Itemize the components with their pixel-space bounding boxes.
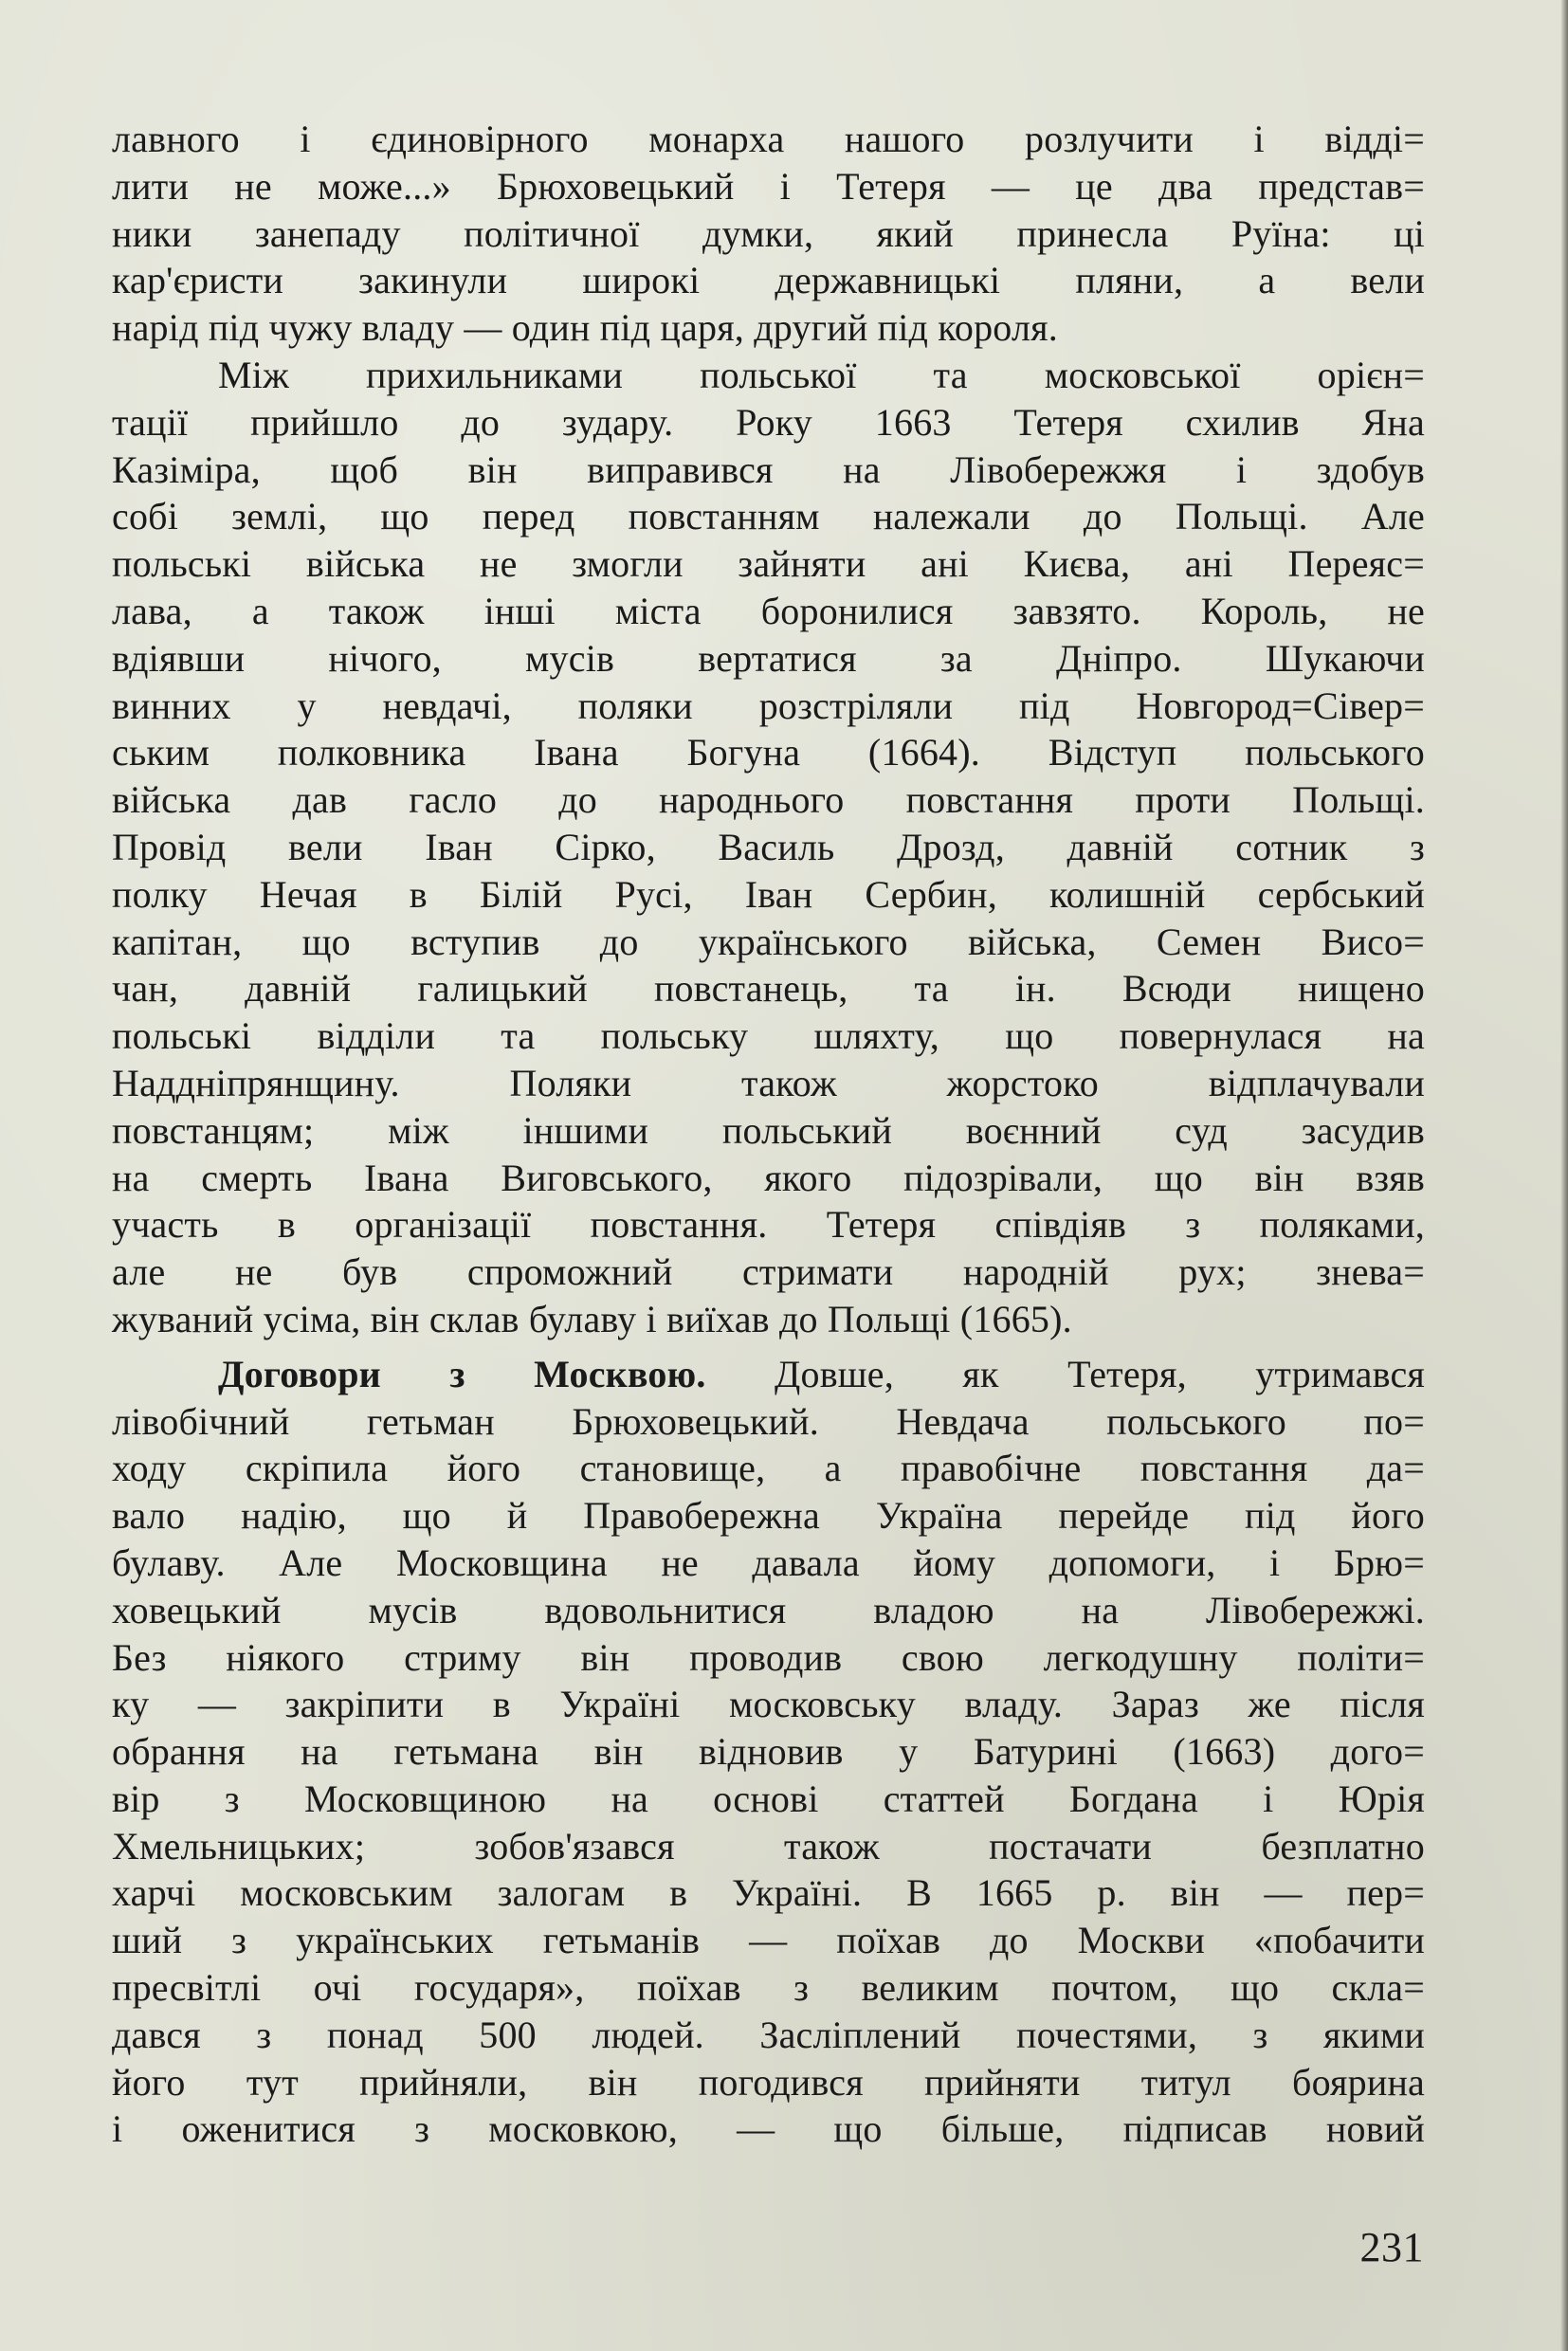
text-line: польські війська не змогли зайняти ані Києва, ані Переяс=	[112, 542, 1425, 586]
text-line: але не був спроможний стримати народній рух; знева=	[112, 1250, 1425, 1294]
body-text	[112, 116, 1425, 2153]
text-line: булаву. Але Московщина не давала йому допомоги, і Брю=	[112, 1540, 1425, 1584]
text-line: чан, давній галицький повстанець, та ін. Всюди нищено	[112, 967, 1425, 1011]
text-line: лава, а також інші міста боронилися завзято. Король, не	[112, 589, 1425, 632]
text-line: капітан, що вступив до українського війська, Семен Висо=	[112, 920, 1425, 963]
text-line: Казіміра, щоб він виправився на Лівобережжя і здобув	[112, 447, 1425, 491]
paragraph-1	[112, 116, 1425, 352]
text-line: Між прихильниками польської та московської орієн=	[218, 353, 1425, 396]
heading-line-rest: Довше, як Тетеря, утримався	[705, 1352, 1425, 1395]
text-line: винних у невдачі, поляки розстріляли під Новгород=Сівер=	[112, 683, 1425, 727]
text-line: Наддніпрянщину. Поляки також жорстоко відплачували	[112, 1061, 1425, 1104]
text-line: тації прийшло до зудару. Року 1663 Тетеря схилив Яна	[112, 400, 1425, 444]
text-line: дався з понад 500 людей. Засліплений почестями, з якими	[112, 2013, 1425, 2056]
text-line: Хмельницьких; зобов'язався також постачати безплатно	[112, 1824, 1425, 1868]
paragraph-3	[112, 1351, 1425, 2154]
text-line: його тут прийняли, він погодився прийняти титул боярина	[112, 2060, 1425, 2104]
text-line: війська дав гасло до народнього повстання проти Польщі.	[112, 778, 1425, 822]
text-line: ший з українських гетьманів — поїхав до Москви «побачити	[112, 1919, 1425, 1962]
text-line: собі землі, що перед повстанням належали до Польщі. Але	[112, 495, 1425, 538]
text-line: повстанцям; між іншими польський воєнний суд засудив	[112, 1108, 1425, 1152]
paragraph-2	[112, 352, 1425, 1343]
text-line: обрання на гетьмана він відновив у Батурині (1663) дого=	[112, 1730, 1425, 1774]
text-line: і оженитися з московкою, — що більше, підписав новий	[112, 2107, 1425, 2151]
text-line: ходу скріпила його становище, а правобічне повстання да=	[112, 1447, 1425, 1490]
text-line: вір з Московщиною на основі статтей Богдана і Юрія	[112, 1777, 1425, 1820]
text-line: нарід під чужу владу — один під царя, другий під короля.	[112, 306, 1058, 350]
text-line: кар'єристи закинули широкі державницькі пляни, а вели	[112, 259, 1425, 302]
text-line: ники занепаду політичної думки, який принесла Руїна: ці	[112, 211, 1425, 255]
text-line: Без ніякого стриму він проводив свою легкодушну політи=	[112, 1635, 1425, 1679]
heading-line	[112, 1351, 1425, 1398]
text-line: вдіявши нічого, мусів вертатися за Дніпро. Шукаючи	[112, 636, 1425, 680]
text-line: на смерть Івана Виговського, якого підозрівали, що він взяв	[112, 1156, 1425, 1199]
text-line: полку Нечая в Білій Русі, Іван Сербин, колишній сербський	[112, 872, 1425, 916]
text-line: ським полковника Івана Богуна (1664). Відступ польського	[112, 731, 1425, 775]
text-line: Провід вели Іван Сірко, Василь Дрозд, давній сотник з	[112, 825, 1425, 868]
text-line: участь в організації повстання. Тетеря співдіяв з поляками,	[112, 1203, 1425, 1247]
scan-edge	[1560, 0, 1568, 2351]
text-line: польські відділи та польську шляхту, що повернулася на	[112, 1014, 1425, 1058]
section-heading: Договори з Москвою.	[218, 1352, 706, 1395]
text-line: лавного і єдиновірного монарха нашого розлучити і відді=	[112, 118, 1425, 160]
text-line: пресвітлі очі государя», поїхав з великим почтом, що скла=	[112, 1966, 1425, 2010]
text-line: ку — закріпити в Україні московську владу. Зараз же після	[112, 1683, 1425, 1726]
text-line: вало надію, що й Правобережна Україна перейде під його	[112, 1494, 1425, 1538]
text-line: жуваний усіма, він склав булаву і виїхав до Польщі (1665).	[112, 1297, 1072, 1340]
text-line: лити не може...» Брюховецький і Тетеря — це два представ=	[112, 164, 1425, 208]
text-line: харчі московським залогам в Україні. В 1665 р. він — пер=	[112, 1871, 1425, 1915]
page-number: 231	[1359, 2224, 1424, 2270]
text-line: лівобічний гетьман Брюховецький. Невдача польського по=	[112, 1399, 1425, 1443]
paragraph-gap	[112, 1343, 1425, 1351]
text-line: ховецький мусів вдовольнитися владою на Лівобережжі.	[112, 1588, 1425, 1631]
